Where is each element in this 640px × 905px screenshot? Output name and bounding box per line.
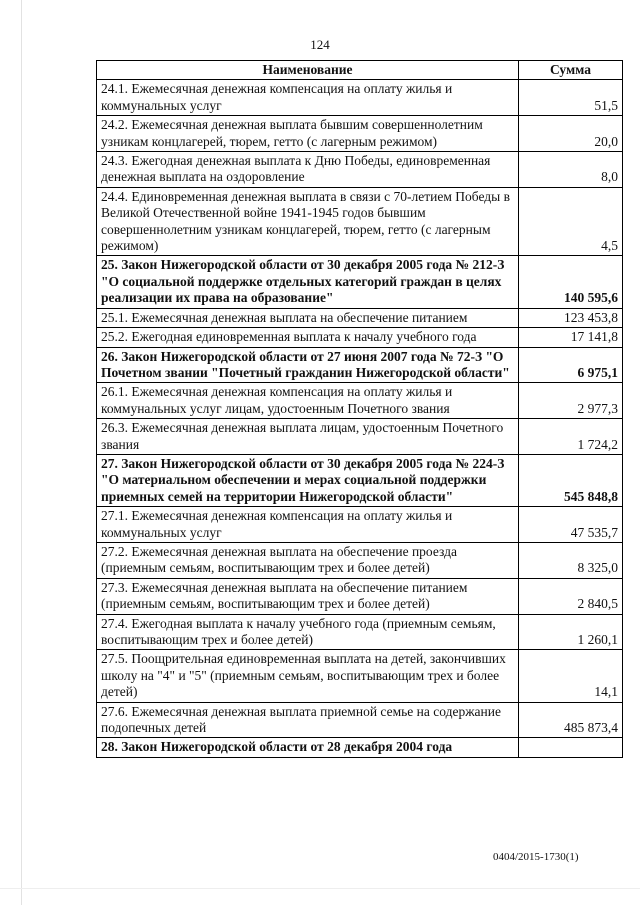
row-sum: 47 535,7 xyxy=(519,507,623,543)
row-sum: 123 453,8 xyxy=(519,308,623,327)
table-body xyxy=(97,80,623,757)
row-sum: 17 141,8 xyxy=(519,328,623,347)
table-row xyxy=(97,308,623,327)
row-sum: 2 977,3 xyxy=(519,383,623,419)
row-name: 25. Закон Нижегородской области от 30 декабря 2005 года № 212-З "О социальной поддержке отдельных категорий граждан в целях реализации их права на образование" xyxy=(97,256,519,308)
row-sum: 1 260,1 xyxy=(519,614,623,650)
row-sum: 485 873,4 xyxy=(519,702,623,738)
row-sum: 20,0 xyxy=(519,116,623,152)
row-sum: 8,0 xyxy=(519,152,623,188)
table-row xyxy=(97,702,623,738)
row-sum: 545 848,8 xyxy=(519,454,623,506)
row-name: 24.2. Ежемесячная денежная выплата бывшим совершеннолетним узникам концлагерей, тюрем, гетто (с лагерным режимом) xyxy=(97,116,519,152)
row-sum: 140 595,6 xyxy=(519,256,623,308)
scan-margin-line xyxy=(21,0,22,905)
scan-bottom-line xyxy=(0,888,640,889)
table-row xyxy=(97,256,623,308)
row-sum: 1 724,2 xyxy=(519,419,623,455)
row-sum: 4,5 xyxy=(519,187,623,256)
row-name: 26. Закон Нижегородской области от 27 июня 2007 года № 72-З "О Почетном звании "Почетный гражданин Нижегородской области" xyxy=(97,347,519,383)
row-sum: 6 975,1 xyxy=(519,347,623,383)
table-row xyxy=(97,383,623,419)
row-sum: 8 325,0 xyxy=(519,542,623,578)
table-row xyxy=(97,578,623,614)
table-row xyxy=(97,347,623,383)
table-row xyxy=(97,328,623,347)
table-row xyxy=(97,542,623,578)
row-name: 27.1. Ежемесячная денежная компенсация на оплату жилья и коммунальных услуг xyxy=(97,507,519,543)
table-row xyxy=(97,187,623,256)
row-name: 27.2. Ежемесячная денежная выплата на обеспечение проезда (приемным семьям, воспитывающим трех и более детей) xyxy=(97,542,519,578)
row-name: 24.3. Ежегодная денежная выплата к Дню Победы, единовременная денежная выплата на оздоровление xyxy=(97,152,519,188)
row-sum: 14,1 xyxy=(519,650,623,702)
table-row xyxy=(97,507,623,543)
table-row xyxy=(97,419,623,455)
row-sum: 51,5 xyxy=(519,80,623,116)
header-name: Наименование xyxy=(97,61,519,80)
row-sum: 2 840,5 xyxy=(519,578,623,614)
row-name: 27.5. Поощрительная единовременная выплата на детей, закончивших школу на "4" и "5" (приемным семьям, воспитывающим трех и более детей) xyxy=(97,650,519,702)
row-name: 24.4. Единовременная денежная выплата в связи с 70-летием Победы в Великой Отечественной войне 1941-1945 годов бывшим совершеннолетним узникам концлагерей, тюрем, гетто (с лагерным режимом) xyxy=(97,187,519,256)
table-row xyxy=(97,116,623,152)
row-name: 28. Закон Нижегородской области от 28 декабря 2004 года xyxy=(97,738,519,757)
row-name: 27.4. Ежегодная выплата к началу учебного года (приемным семьям, воспитывающим трех и более детей) xyxy=(97,614,519,650)
table-row xyxy=(97,454,623,506)
row-name: 24.1. Ежемесячная денежная компенсация на оплату жилья и коммунальных услуг xyxy=(97,80,519,116)
document-number: 0404/2015-1730(1) xyxy=(493,851,579,863)
header-sum: Сумма xyxy=(519,61,623,80)
budget-table xyxy=(96,60,623,758)
row-name: 26.1. Ежемесячная денежная компенсация на оплату жилья и коммунальных услуг лицам, удостоенным Почетного звания xyxy=(97,383,519,419)
table-row xyxy=(97,738,623,757)
table-row xyxy=(97,80,623,116)
table-row xyxy=(97,614,623,650)
row-name: 27.6. Ежемесячная денежная выплата приемной семье на содержание подопечных детей xyxy=(97,702,519,738)
table-row xyxy=(97,152,623,188)
table-row xyxy=(97,650,623,702)
row-name: 25.1. Ежемесячная денежная выплата на обеспечение питанием xyxy=(97,308,519,327)
table-header-row xyxy=(97,61,623,80)
row-name: 25.2. Ежегодная единовременная выплата к началу учебного года xyxy=(97,328,519,347)
row-name: 27.3. Ежемесячная денежная выплата на обеспечение питанием (приемным семьям, воспитывающим трех и более детей) xyxy=(97,578,519,614)
row-name: 27. Закон Нижегородской области от 30 декабря 2005 года № 224-З "О материальном обеспечении и мерах социальной поддержки приемных семей на территории Нижегородской области" xyxy=(97,454,519,506)
page-number: 124 xyxy=(310,37,330,52)
row-name: 26.3. Ежемесячная денежная выплата лицам, удостоенным Почетного звания xyxy=(97,419,519,455)
row-sum xyxy=(519,738,623,757)
